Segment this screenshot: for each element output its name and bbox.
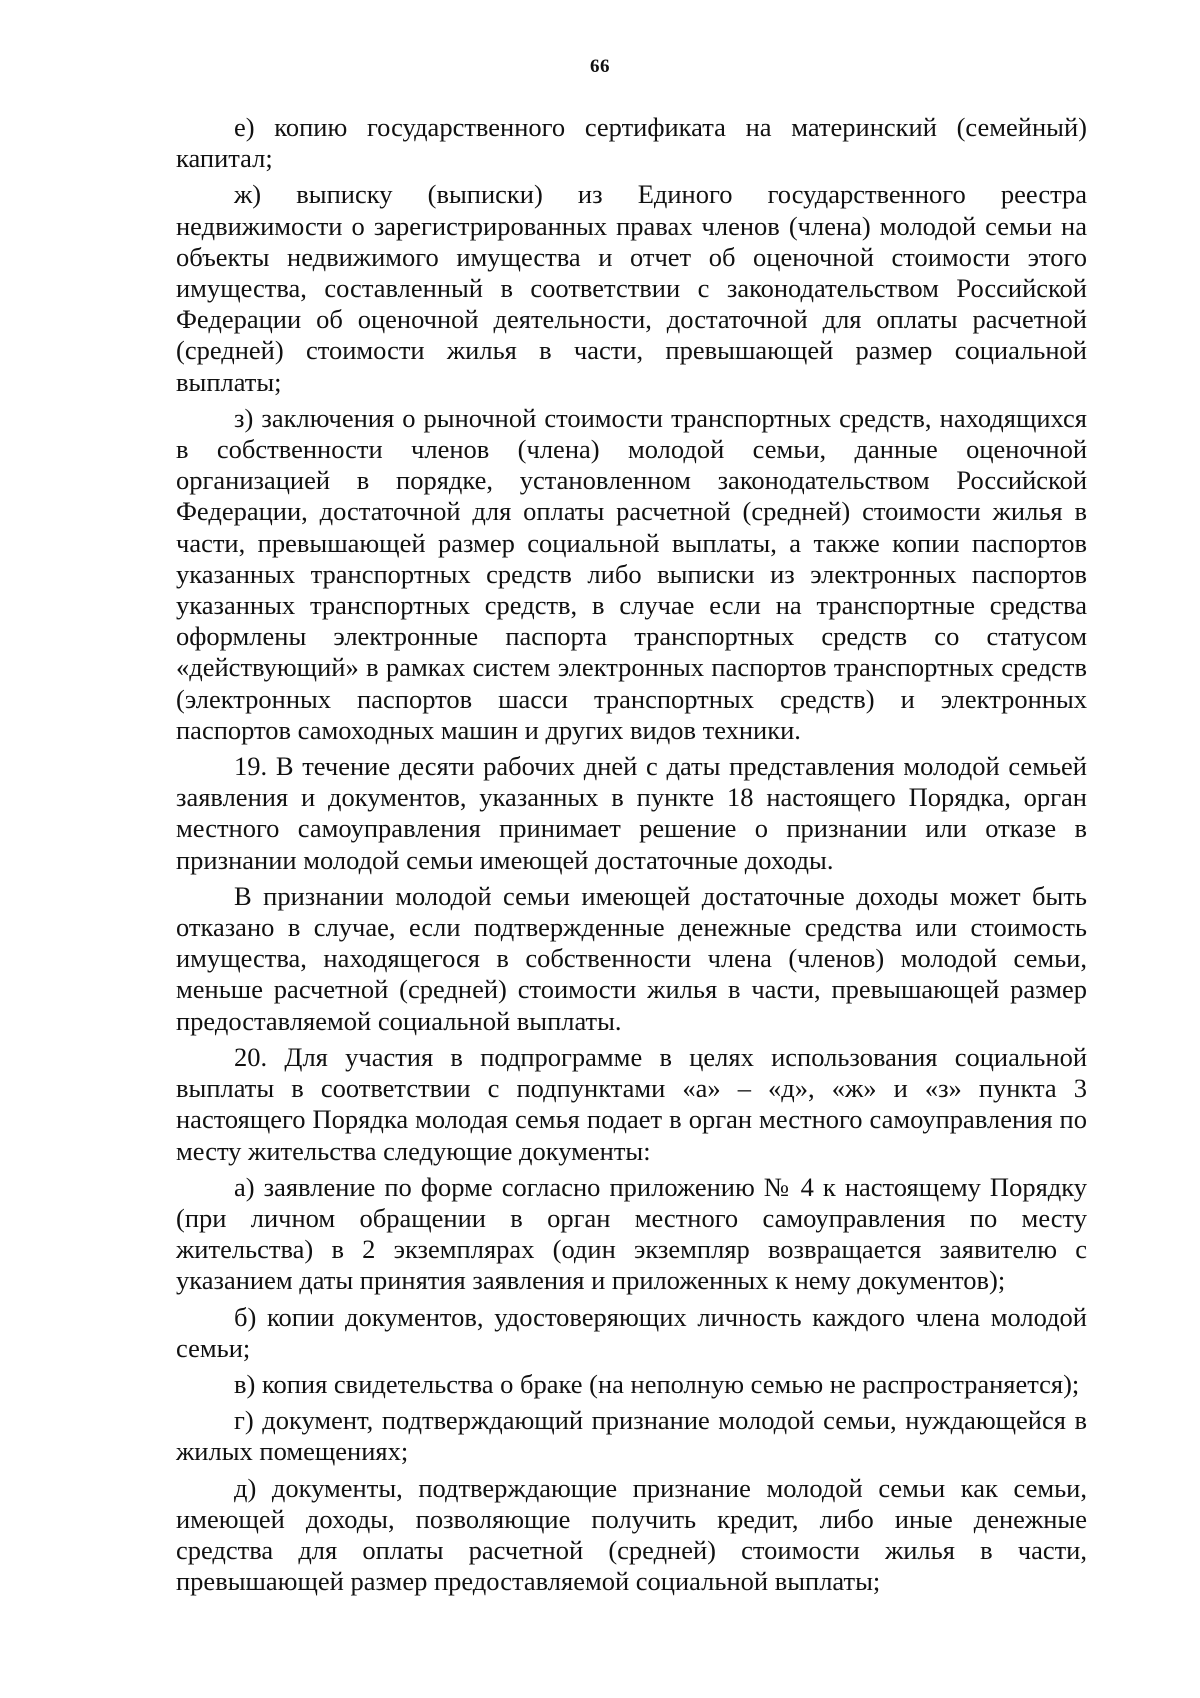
paragraph-item-g: г) документ, подтверждающий признание молодой семьи, нуждающейся в жилых помещениях;: [176, 1405, 1087, 1467]
paragraph-item-v: в) копия свидетельства о браке (на неполную семью не распространяется);: [234, 1368, 1080, 1399]
paragraph-item-d: д) документы, подтверждающие признание молодой семьи как семьи, имеющей доходы, позволяющие получить кредит, либо иные денежные средства для оплаты расчетной (средней) стоимости жилья в части, превышающей размер предоставляемой социальной выплаты;: [176, 1472, 1087, 1597]
paragraph-item-zh: ж) выписку (выписки) из Единого государственного реестра недвижимости о зарегистрированных правах членов (члена) молодой семьи на объекты недвижимого имущества и отчет об оценочной стоимости этого имущества, составленный в соответствии с законодательством Российской Федерации об оценочной деятельности, достаточной для оплаты расчетной (средней) стоимости жилья в части, превышающей размер социальной выплаты;: [176, 179, 1087, 397]
paragraph-item-b: б) копии документов, удостоверяющих личность каждого члена молодой семьи;: [176, 1301, 1087, 1363]
document-body: [176, 112, 1087, 1602]
page-number: 66: [590, 56, 610, 77]
paragraph-clause-19: 19. В течение десяти рабочих дней с даты представления молодой семьей заявления и документов, указанных в пункте 18 настоящего Порядка, орган местного самоуправления принимает решение о признании или отказе в признании молодой семьи имеющей достаточные доходы.: [176, 751, 1087, 875]
paragraph-item-a: а) заявление по форме согласно приложению № 4 к настоящему Порядку (при личном обращении в орган местного самоуправления по месту жительства) в 2 экземплярах (один экземпляр возвращается заявителю с указанием даты принятия заявления и приложенных к нему документов);: [176, 1171, 1087, 1296]
paragraph-item-e: е) копию государственного сертификата на материнский (семейный) капитал;: [176, 112, 1087, 174]
paragraph-item-z: з) заключения о рыночной стоимости транспортных средств, находящихся в собственности членов (члена) молодой семьи, данные оценочной организацией в порядке, установленном законодательством Российской Федерации, достаточной для оплаты расчетной (средней) стоимости жилья в части, превышающей размер социальной выплаты, а также копии паспортов указанных транспортных средств либо выписки из электронных паспортов указанных транспортных средств, в случае если на транспортные средства оформлены электронные паспорта транспортных средств со статусом «действующий» в рамках систем электронных паспортов транспортных средств (электронных паспортов шасси транспортных средств) и электронных паспортов самоходных машин и других видов техники.: [176, 402, 1087, 745]
paragraph-refusal-conditions: В признании молодой семьи имеющей достаточные доходы может быть отказано в случае, если подтвержденные денежные средства или стоимость имущества, находящегося в собственности члена (членов) молодой семьи, меньше расчетной (средней) стоимости жилья в части, превышающей размер предоставляемой социальной выплаты.: [176, 880, 1087, 1036]
paragraph-clause-20: 20. Для участия в подпрограмме в целях использования социальной выплаты в соответствии с подпунктами «а» – «д», «ж» и «з» пункта 3 настоящего Порядка молодая семья подает в орган местного самоуправления по месту жительства следующие документы:: [176, 1041, 1087, 1166]
